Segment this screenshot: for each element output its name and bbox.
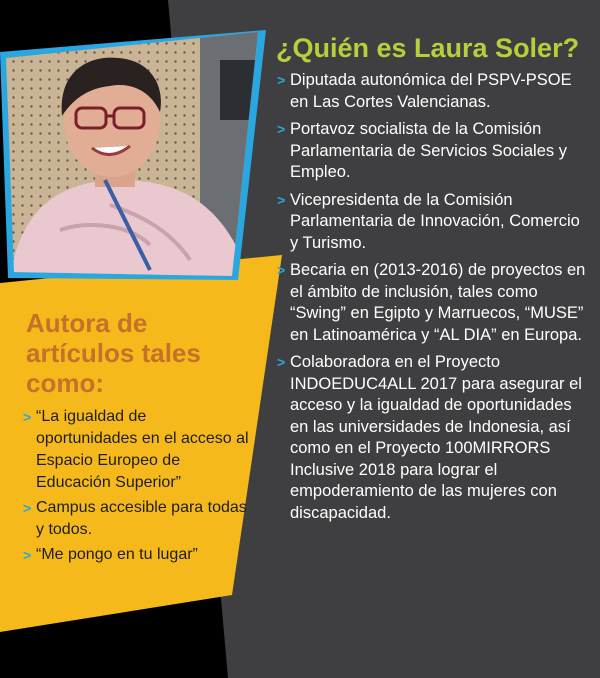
bio-item-text: Diputada autonómica del PSPV-PSOE en Las Cortes Valencianas. bbox=[290, 71, 572, 111]
chevron-right-icon: > bbox=[277, 191, 286, 208]
articles-section bbox=[22, 308, 252, 569]
bio-section bbox=[276, 32, 588, 530]
list-item bbox=[276, 70, 588, 113]
bio-item-text: Vicepresidenta de la Comisión Parlamentaria de Innovación, Comercio y Turismo. bbox=[290, 190, 580, 252]
article-item-text: “La igualdad de oportunidades en el acceso al Espacio Europeo de Educación Superior” bbox=[36, 408, 249, 491]
bio-title: ¿Quién es Laura Soler? bbox=[276, 33, 580, 63]
chevron-right-icon: > bbox=[277, 262, 286, 278]
articles-list bbox=[22, 406, 252, 566]
chevron-right-icon: > bbox=[23, 500, 32, 516]
chevron-right-icon: > bbox=[23, 547, 32, 563]
photo-frame bbox=[0, 30, 266, 280]
list-item bbox=[276, 260, 588, 346]
chevron-right-icon: > bbox=[277, 121, 286, 137]
list-item bbox=[276, 119, 588, 184]
bio-item-text: Becaria en (2013-2016) de proyectos en el ámbito de inclusión, tales como “Swing” en Egipto y Marruecos, “MUSE” en Latinoamérica y “AL DIA” en Europa. bbox=[290, 261, 586, 344]
article-item-text: Campus accesible para todas y todos. bbox=[36, 499, 247, 538]
chevron-right-icon: > bbox=[277, 354, 286, 370]
portrait-photo bbox=[0, 30, 266, 280]
list-item bbox=[22, 544, 252, 566]
list-item bbox=[22, 497, 252, 541]
list-item bbox=[276, 190, 588, 255]
bio-item-text: Colaboradora en el Proyecto INDOEDUC4ALL 2017 para asegurar el acceso y la igualdad de oportunidades en las universidades de Indonesia, así como en el Proyecto 100MIRRORS Inclusive 2018 para lograr el empoderamiento de las mujeres con discapacidad. bbox=[290, 353, 582, 522]
bio-item-text: Portavoz socialista de la Comisión Parlamentaria de Servicios Sociales y Empleo. bbox=[290, 120, 567, 181]
chevron-right-icon: > bbox=[277, 72, 286, 88]
articles-title: Autora de artículos tales como: bbox=[26, 308, 201, 398]
chevron-right-icon: > bbox=[23, 409, 32, 425]
list-item bbox=[22, 406, 252, 494]
bio-list bbox=[276, 70, 588, 524]
list-item bbox=[276, 352, 588, 524]
article-item-text: “Me pongo en tu lugar” bbox=[36, 546, 198, 563]
